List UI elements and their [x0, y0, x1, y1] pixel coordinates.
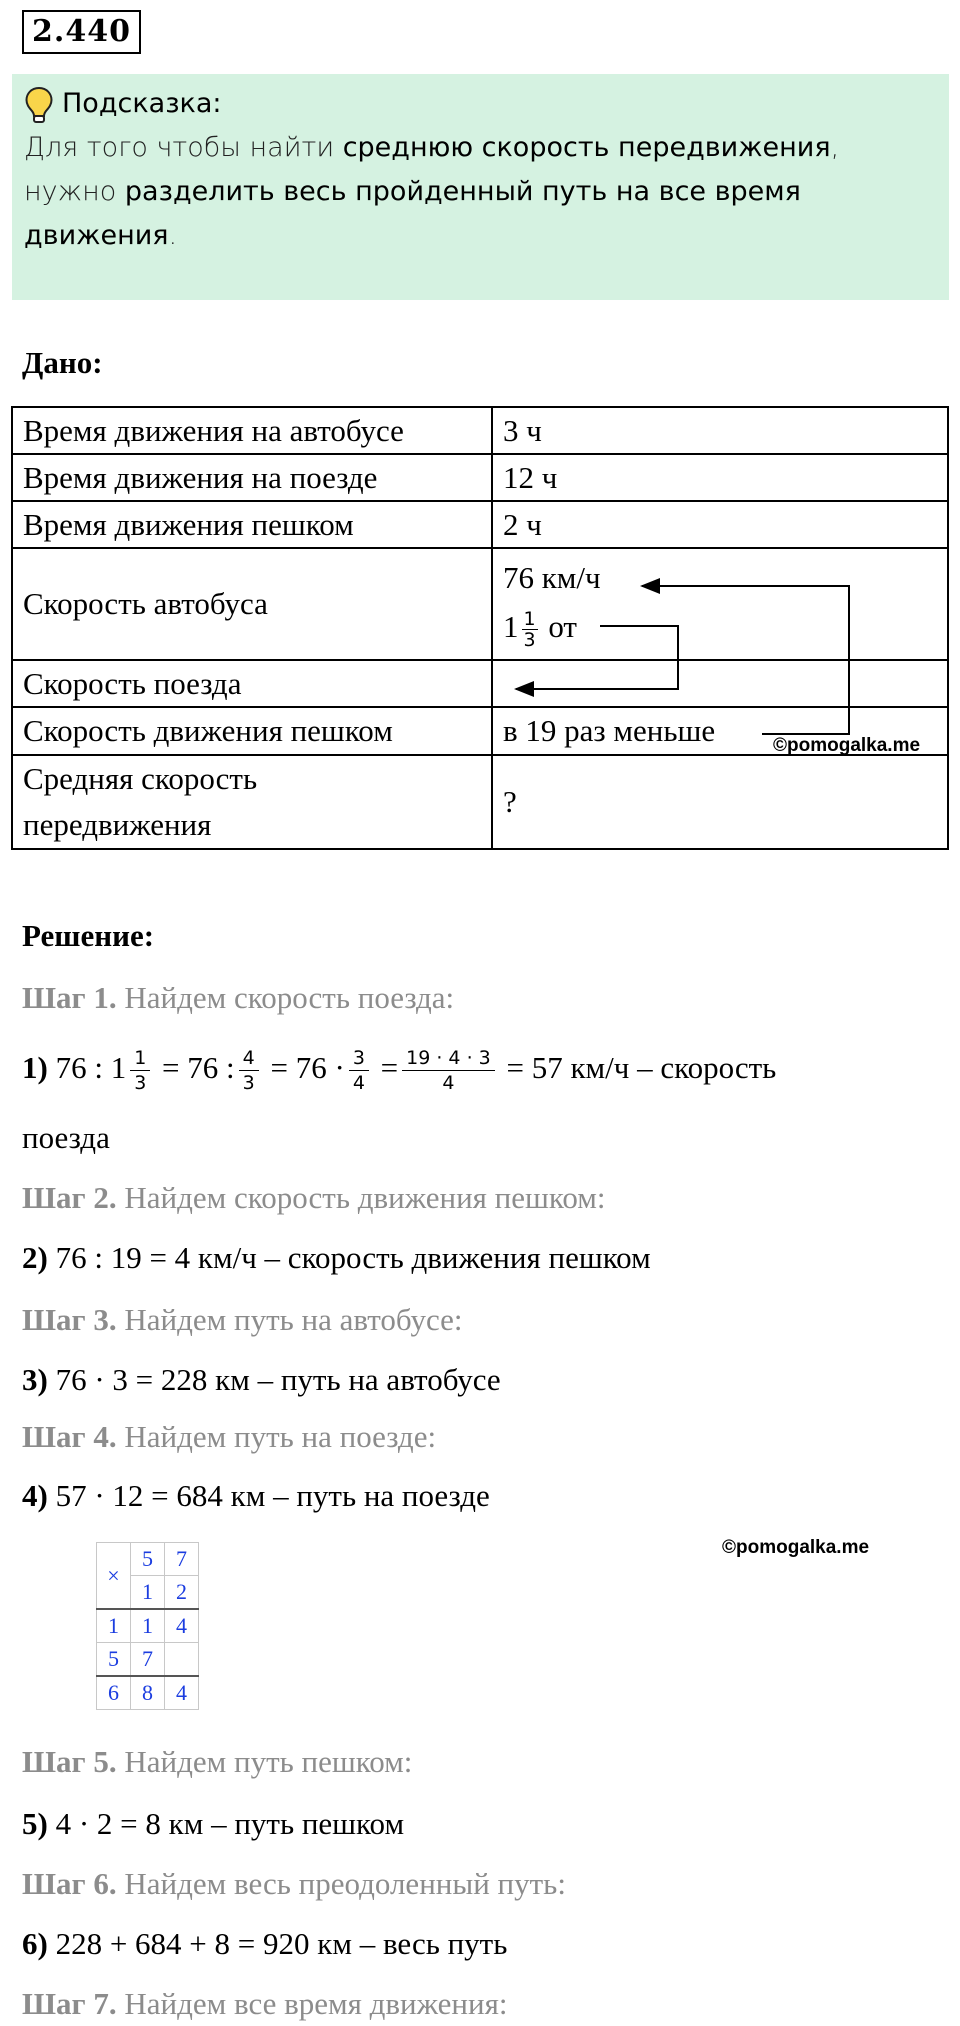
- lightbulb-icon: [24, 86, 54, 124]
- given-name: Время движения пешком: [12, 501, 492, 548]
- table-row: [12, 548, 948, 660]
- given-name: Скорость поезда: [12, 660, 492, 707]
- fraction: $\frac{4}{3}$: [239, 1046, 259, 1095]
- given-value: 2 ч: [492, 501, 948, 548]
- step-3: Шаг 3. Найдем путь на автобусе:: [22, 1302, 463, 1337]
- table-row: [97, 1643, 199, 1677]
- hint-text: Для того чтобы найти среднюю скорость передвижения, нужно разделить весь пройденный путь на все время движения.: [24, 132, 840, 251]
- given-value: [492, 660, 948, 707]
- step-5: Шаг 5. Найдем путь пешком:: [22, 1744, 413, 1779]
- step-6: Шаг 6. Найдем весь преодоленный путь:: [22, 1866, 566, 1901]
- step-7: Шаг 7. Найдем все время движения:: [22, 1986, 508, 2021]
- digit-cell: 8: [131, 1676, 165, 1710]
- equation-1: 1) 76 : 1 $\frac{1}{3}$ = 76 : $\frac{4}{3}$ = 76 · $\frac{3}{4}$ = $\frac{19 \cdot 4 \cdot 3}{4}$ = 57 км/ч – скорость: [22, 1047, 777, 1095]
- table-row: [12, 660, 948, 707]
- given-name: Время движения на автобусе: [12, 407, 492, 454]
- table-row: [12, 454, 948, 501]
- given-value: ?: [492, 755, 948, 849]
- equation-6: 6) 228 + 684 + 8 = 920 км – весь путь: [22, 1926, 508, 1961]
- step-1: Шаг 1. Найдем скорость поезда:: [22, 980, 455, 1015]
- watermark: ©pomogalka.me: [722, 1537, 870, 1558]
- given-name: Скорость автобуса: [12, 548, 492, 660]
- digit-cell: 2: [165, 1576, 199, 1610]
- given-name: Время движения на поезде: [12, 454, 492, 501]
- multiply-sign: ×: [97, 1543, 131, 1610]
- fraction: $\frac{19 \cdot 4 \cdot 3}{4}$: [402, 1046, 495, 1095]
- table-row: [97, 1676, 199, 1710]
- digit-cell: [165, 1643, 199, 1677]
- equation-1-continued: поезда: [22, 1120, 110, 1155]
- given-name: Скорость движения пешком: [12, 707, 492, 755]
- digit-cell: 7: [131, 1643, 165, 1677]
- digit-cell: 5: [97, 1643, 131, 1677]
- given-value: [492, 548, 948, 660]
- given-label: Дано:: [22, 345, 103, 380]
- table-row: [97, 1609, 199, 1643]
- digit-cell: 6: [97, 1676, 131, 1710]
- hint-box: [12, 74, 949, 300]
- given-value: 3 ч: [492, 407, 948, 454]
- solution-label: Решение:: [22, 918, 155, 953]
- fraction: $\frac{1}{3}$: [523, 608, 536, 652]
- digit-cell: 5: [131, 1543, 165, 1576]
- given-value: в 19 раз меньше: [492, 707, 948, 755]
- digit-cell: 4: [165, 1676, 199, 1710]
- table-row: [97, 1543, 199, 1576]
- table-row: [12, 501, 948, 548]
- digit-cell: 4: [165, 1609, 199, 1643]
- table-row: [12, 755, 948, 849]
- step-2: Шаг 2. Найдем скорость движения пешком:: [22, 1180, 606, 1215]
- equation-3: 3) 76 · 3 = 228 км – путь на автобусе: [22, 1362, 501, 1397]
- digit-cell: 1: [97, 1609, 131, 1643]
- problem-number: 2.440: [22, 10, 141, 54]
- equation-5: 5) 4 · 2 = 8 км – путь пешком: [22, 1806, 405, 1841]
- table-row: [12, 407, 948, 454]
- watermark: ©pomogalka.me: [773, 735, 921, 756]
- train-ratio-value: 1 $\frac{1}{3}$ от: [503, 608, 577, 652]
- equation-4: 4) 57 · 12 = 684 км – путь на поезде: [22, 1478, 490, 1513]
- step-4: Шаг 4. Найдем путь на поезде:: [22, 1419, 437, 1454]
- fraction: $\frac{1}{3}$: [130, 1046, 150, 1095]
- digit-cell: 7: [165, 1543, 199, 1576]
- given-table: [11, 406, 949, 850]
- multiplication-table: [96, 1542, 199, 1710]
- hint-title-text: Подсказка:: [62, 88, 222, 119]
- equation-2: 2) 76 : 19 = 4 км/ч – скорость движения пешком: [22, 1240, 651, 1275]
- bus-speed-value: 76 км/ч: [503, 560, 601, 595]
- given-name: Средняя скорость передвижения: [12, 755, 492, 849]
- given-value: 12 ч: [492, 454, 948, 501]
- hint-title: [24, 84, 222, 124]
- digit-cell: 1: [131, 1609, 165, 1643]
- digit-cell: 1: [131, 1576, 165, 1610]
- fraction: $\frac{3}{4}$: [349, 1046, 369, 1095]
